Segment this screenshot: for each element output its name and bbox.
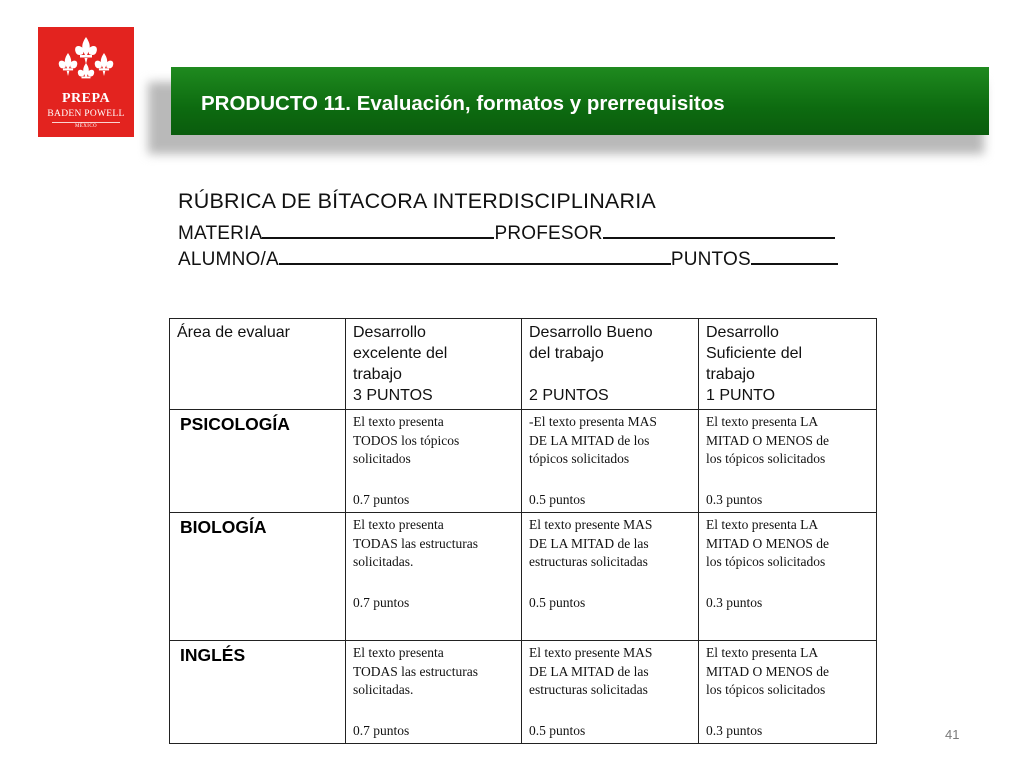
header-cell-excelente: Desarrollo excelente del trabajo 3 PUNTOS <box>346 319 522 410</box>
table-row <box>170 513 877 641</box>
logo-subtitle: BADEN POWELL <box>47 109 125 119</box>
header-cell-area: Área de evaluar <box>170 319 346 410</box>
row-area-label: PSICOLOGÍA <box>170 410 346 513</box>
cell-points: 0.3 puntos <box>706 491 763 507</box>
alumno-label: ALUMNO/A <box>178 249 279 270</box>
header-cell-suficiente: Desarrollo Suficiente del trabajo 1 PUNTO <box>699 319 877 410</box>
header-cell-bueno: Desarrollo Bueno del trabajo 2 PUNTOS <box>522 319 699 410</box>
table-cell: El texto presenta LA MITAD O MENOS de los tópicos solicitados 0.3 puntos <box>699 410 877 513</box>
puntos-label: PUNTOS <box>670 249 751 270</box>
table-cell: El texto presenta TODOS los tópicos solicitados 0.7 puntos <box>346 410 522 513</box>
fleur-de-lis-icon <box>56 33 116 89</box>
table-cell: El texto presente MAS DE LA MITAD de las estructuras solicitadas 0.5 puntos <box>522 513 699 641</box>
table-row <box>170 641 877 744</box>
cell-points: 0.5 puntos <box>529 722 586 738</box>
logo-divider <box>52 122 120 123</box>
page-number: 41 <box>945 727 960 742</box>
row-area-label: BIOLOGÍA <box>170 513 346 641</box>
cell-points: 0.7 puntos <box>353 722 410 738</box>
cell-points: 0.5 puntos <box>529 594 586 610</box>
cell-points: 0.3 puntos <box>706 594 763 610</box>
table-cell: El texto presente MAS DE LA MITAD de las estructuras solicitadas 0.5 puntos <box>522 641 699 744</box>
rubric-alumno-puntos-line <box>178 245 838 271</box>
cell-points: 0.5 puntos <box>529 491 586 507</box>
cell-points: 0.7 puntos <box>353 491 410 507</box>
puntos-blank <box>751 245 838 265</box>
row-area-label: INGLÉS <box>170 641 346 744</box>
rubric-materia-profesor-line <box>178 219 835 245</box>
alumno-blank <box>279 245 671 265</box>
title-banner <box>171 67 989 135</box>
table-cell: El texto presenta TODAS las estructuras solicitadas. 0.7 puntos <box>346 513 522 641</box>
slide-title: PRODUCTO 11. Evaluación, formatos y prerrequisitos <box>201 92 725 115</box>
table-cell: -El texto presenta MAS DE LA MITAD de los tópicos solicitados 0.5 puntos <box>522 410 699 513</box>
profesor-blank <box>603 219 835 239</box>
logo-country: MÉXICO <box>74 124 98 129</box>
prepa-baden-powell-logo <box>38 27 134 137</box>
materia-blank <box>262 219 494 239</box>
table-row <box>170 410 877 513</box>
cell-points: 0.7 puntos <box>353 594 410 610</box>
materia-label: MATERIA <box>178 223 263 244</box>
rubric-title: RÚBRICA DE BÍTACORA INTERDISCIPLINARIA <box>178 189 656 213</box>
cell-points: 0.3 puntos <box>706 722 763 738</box>
rubric-table <box>169 318 877 744</box>
logo-title: PREPA <box>61 91 111 106</box>
profesor-label: PROFESOR <box>494 223 603 244</box>
table-cell: El texto presenta LA MITAD O MENOS de los tópicos solicitados 0.3 puntos <box>699 641 877 744</box>
table-cell: El texto presenta TODAS las estructuras solicitadas. 0.7 puntos <box>346 641 522 744</box>
table-header-row <box>170 319 877 410</box>
table-cell: El texto presenta LA MITAD O MENOS de los tópicos solicitados 0.3 puntos <box>699 513 877 641</box>
